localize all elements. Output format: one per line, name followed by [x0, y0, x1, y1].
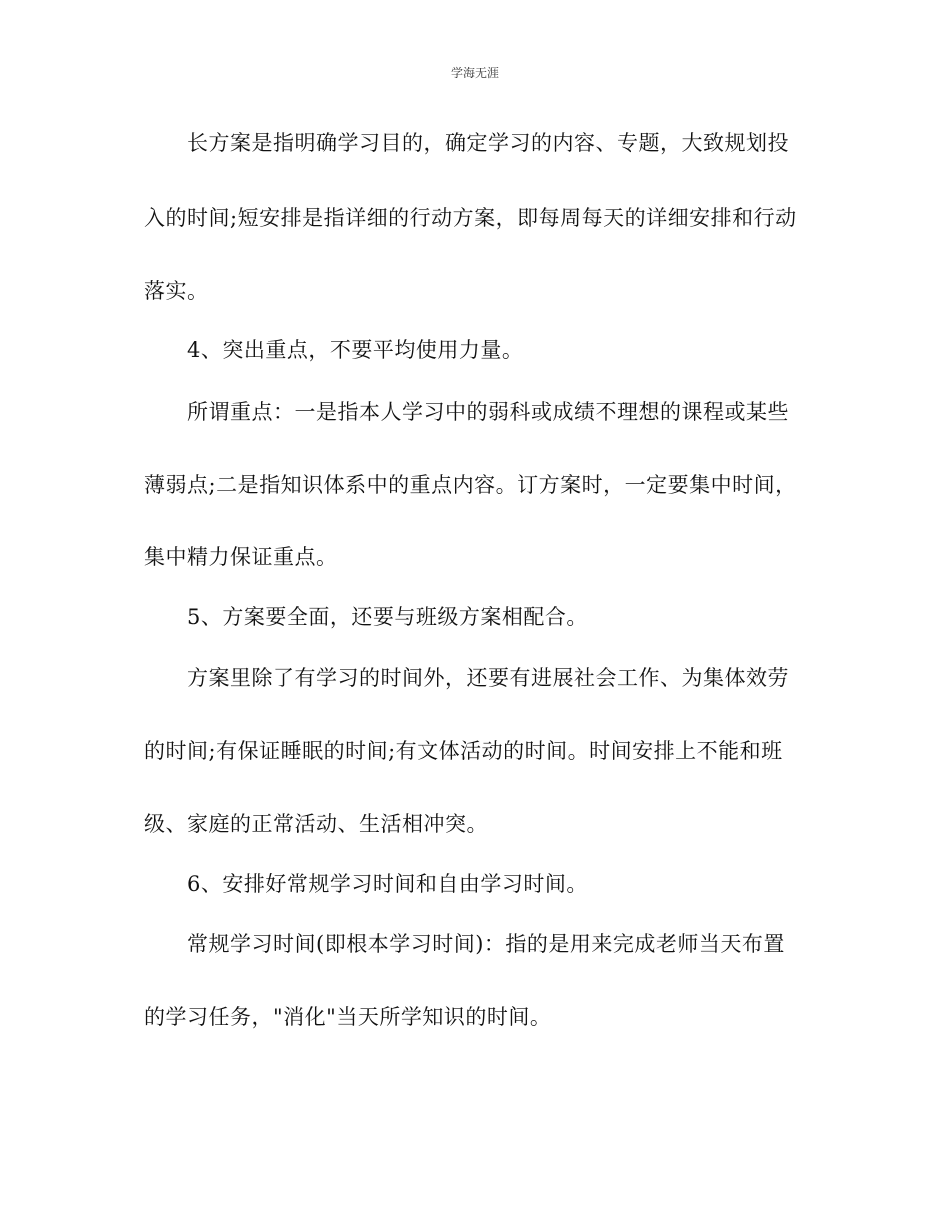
text-line: 级、家庭的正常活动、生活相冲突。: [144, 812, 488, 836]
text-line: 长方案是指明确学习目的，确定学习的内容、专题，大致规划投: [144, 131, 789, 155]
text-line: 集中精力保证重点。: [144, 545, 338, 569]
page-header-title: 学海无涯: [450, 66, 499, 80]
text-line: 方案里除了有学习的时间外，还要有进展社会工作、为集体效劳: [144, 666, 789, 690]
text-line: 的学习任务，"消化"当天所学知识的时间。: [144, 1005, 552, 1029]
text-line: 5、方案要全面，还要与班级方案相配合。: [144, 605, 588, 629]
text-line: 的时间;有保证睡眠的时间;有文体活动的时间。时间安排上不能和班: [144, 739, 783, 763]
text-line: 入的时间;短安排是指详细的行动方案，即每周每天的详细安排和行动: [144, 206, 797, 230]
text-line: 6、安排好常规学习时间和自由学习时间。: [144, 872, 588, 896]
text-line: 4、突出重点，不要平均使用力量。: [144, 338, 524, 362]
text-line: 常规学习时间(即根本学习时间)：指的是用来完成老师当天布置: [144, 932, 785, 956]
text-line: 落实。: [144, 279, 209, 303]
text-line: 所谓重点：一是指本人学习中的弱科或成绩不理想的课程或某些: [144, 400, 789, 424]
text-line: 薄弱点;二是指知识体系中的重点内容。订方案时，一定要集中时间，: [144, 473, 797, 497]
